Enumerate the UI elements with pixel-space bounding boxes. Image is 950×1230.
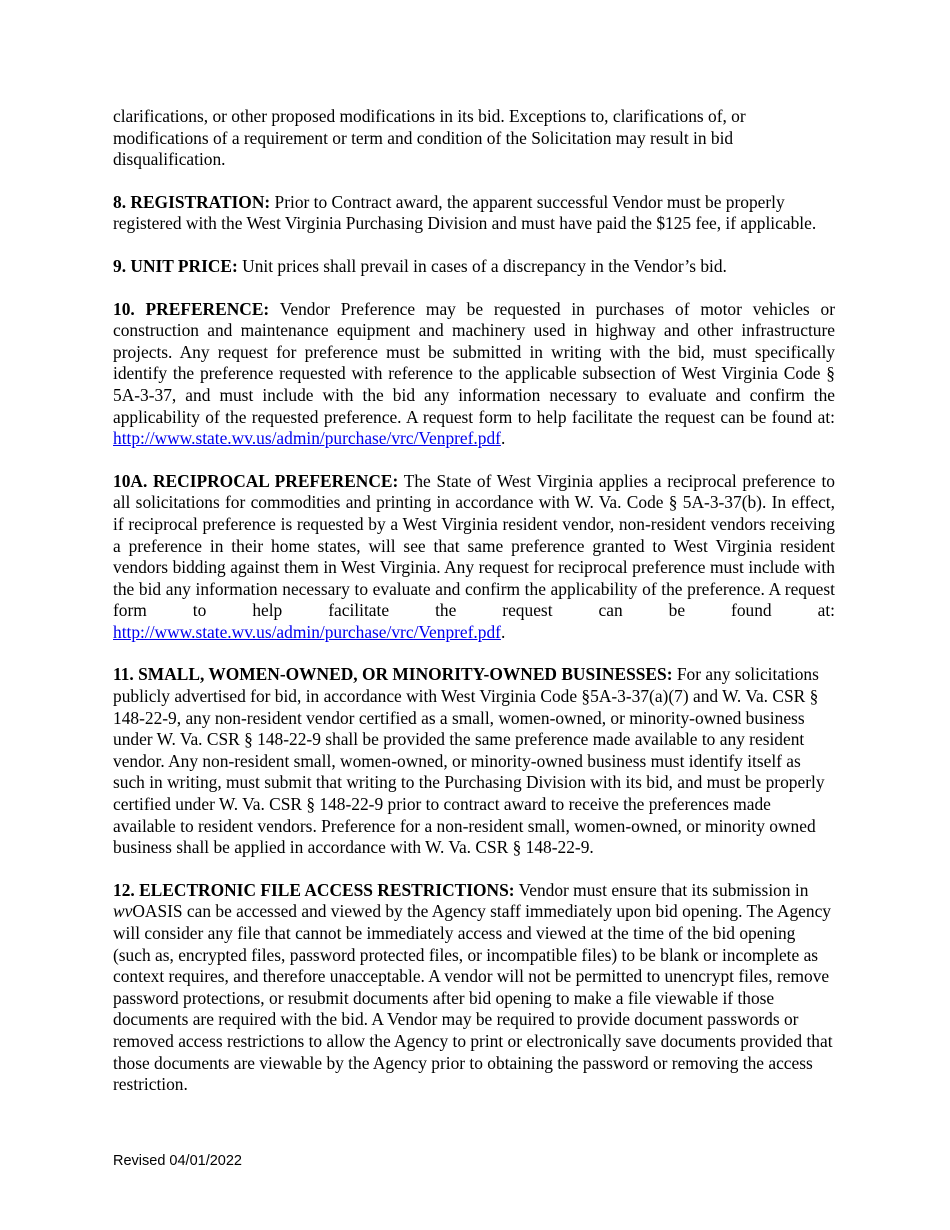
wvoasis-italic-prefix: wv — [113, 901, 133, 922]
section-unit-price-text: Unit prices shall prevail in cases of a discrepancy in the Vendor’s bid. — [242, 255, 727, 276]
section-preference-end: . — [500, 428, 506, 449]
section-registration-text: Prior to Contract award, the apparent successful Vendor must be properly registered with the West Virginia Purchasing Division and must have paid the $125 fee, if applicable. — [113, 191, 817, 234]
section-unit-price-heading: 9. UNIT PRICE: — [113, 255, 238, 276]
section-reciprocal-preference-heading: 10A. RECIPROCAL PREFERENCE: — [113, 470, 399, 491]
preference-form-link[interactable]: http://www.state.wv.us/admin/purchase/vrc/Venpref.pdf — [113, 428, 501, 449]
section-preference-text: Vendor Preference may be requested in purchases of motor vehicles or construction and maintenance equipment and machinery used in highway and other infrastructure projects. Any request for preference must be submitted in writing with the bid, must specifically identify the preference requested with reference to the applicable subsection of West Virginia Code § 5A-3-37, and must include with the bid any information necessary to evaluate and confirm the applicability of the requested preference. A request form to help facilitate the request can be found at: — [113, 298, 835, 427]
section-unit-price — [113, 256, 835, 278]
section-preference — [113, 299, 835, 450]
revised-date-footer: Revised 04/01/2022 — [113, 1153, 242, 1169]
reciprocal-preference-form-link[interactable]: http://www.state.wv.us/admin/purchase/vrc/Venpref.pdf — [113, 621, 501, 642]
section-electronic-file-access-text-after: OASIS can be accessed and viewed by the Agency staff immediately upon bid opening. The Agency will consider any file that cannot be immediately access and viewed at the time of the bid opening (such as, encrypted files, password protected files, or incompatible files) to be blank or incomplete as context requires, and therefore unacceptable. A vendor will not be permitted to unencrypt files, remove password protections, or resubmit documents after bid opening to make a file viewable if those documents are required with the bid. A Vendor may be required to provide document passwords or removed access restrictions to allow the Agency to print or electronically save documents provided that those documents are viewable by the Agency prior to obtaining the password or removing the access restriction. — [113, 901, 833, 1095]
section-small-business-heading: 11. SMALL, WOMEN-OWNED, OR MINORITY-OWNED BUSINESSES: — [113, 664, 673, 685]
continuation-paragraph — [113, 106, 835, 171]
section-electronic-file-access — [113, 880, 835, 1096]
section-reciprocal-preference-text: The State of West Virginia applies a reciprocal preference to all solicitations for commodities and printing in accordance with W. Va. Code § 5A-3-37(b). In effect, if reciprocal preference is requested by a West Virginia resident vendor, non-resident vendors receiving a preference in their home states, will see that same preference granted to West Virginia resident vendors bidding against them in West Virginia. Any request for reciprocal preference must include with the bid any information necessary to evaluate and confirm the applicability of the preference. A request form to help facilitate the request can be found at: — [113, 470, 835, 621]
section-registration — [113, 192, 835, 235]
section-electronic-file-access-heading: 12. ELECTRONIC FILE ACCESS RESTRICTIONS: — [113, 879, 515, 900]
continuation-line-3: disqualification. — [113, 149, 226, 170]
section-reciprocal-preference — [113, 471, 835, 644]
continuation-line-1: clarifications, or other proposed modifications in its bid. Exceptions to, clarifications of, or — [113, 106, 746, 126]
continuation-line-2: modifications of a requirement or term and condition of the Solicitation may result in bid — [113, 127, 734, 148]
section-preference-heading: 10. PREFERENCE: — [113, 298, 270, 319]
section-electronic-file-access-text-before: Vendor must ensure that its submission in — [518, 879, 809, 900]
section-reciprocal-preference-end: . — [500, 621, 506, 642]
section-small-business-text: For any solicitations publicly advertised for bid, in accordance with West Virginia Code §5A-3-37(a)(7) and W. Va. CSR § 148-22-9, any non-resident vendor certified as a small, women-owned, or minority-owned business under W. Va. CSR § 148-22-9 shall be provided the same preference made available to any resident vendor. Any non-resident small, women-owned, or minority-owned business must identify itself as such in writing, must submit that writing to the Purchasing Division with its bid, and must be properly certified under W. Va. CSR § 148-22-9 prior to contract award to receive the preferences made available to resident vendors. Preference for a non-resident small, women-owned, or minority owned business shall be applied in accordance with W. Va. CSR § 148-22-9. — [113, 664, 825, 858]
section-small-business — [113, 664, 835, 858]
section-registration-heading: 8. REGISTRATION: — [113, 191, 271, 212]
document-page — [113, 106, 835, 1117]
